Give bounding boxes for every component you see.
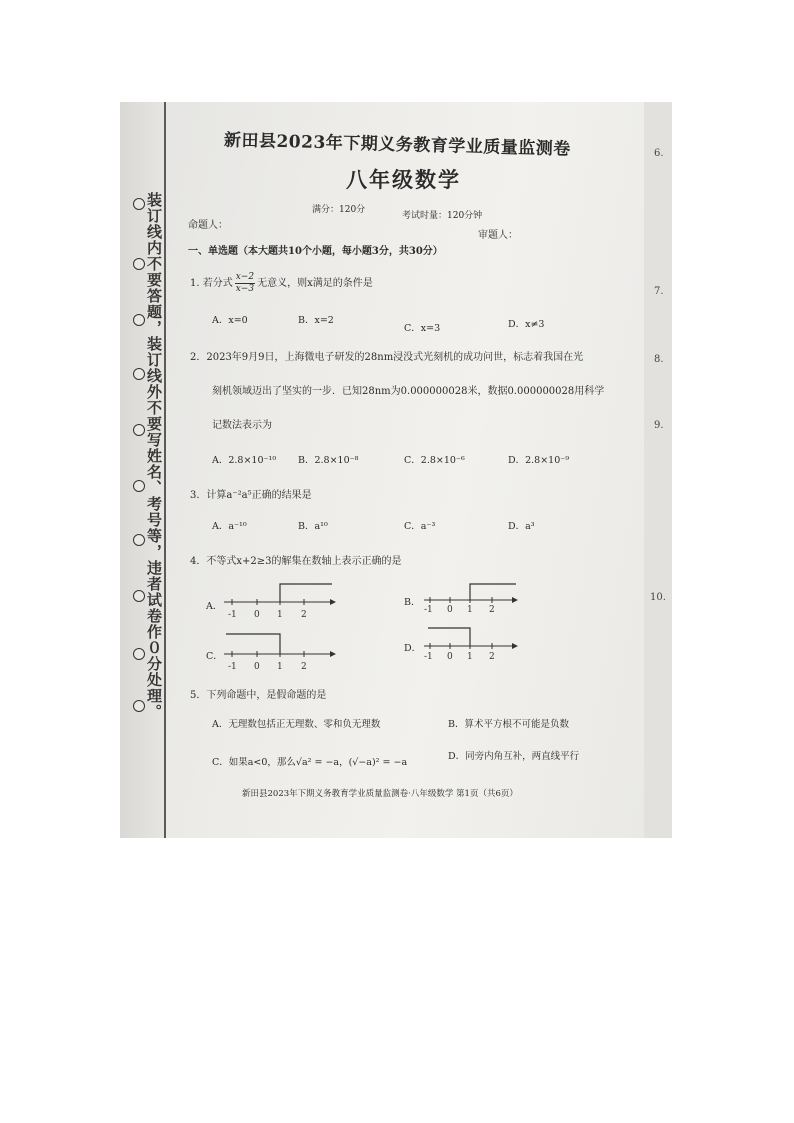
q4-label-a: A．	[206, 601, 223, 612]
tick-label: -1	[228, 662, 237, 672]
q2-option-c: C．2.8×10⁻⁶	[404, 455, 465, 466]
tick-label: 0	[254, 610, 260, 620]
exam-time: 考试时量：120分钟	[402, 211, 483, 221]
q1-option-a: A．x=0	[212, 315, 248, 326]
q1-suffix: 无意义，则x满足的条件是	[257, 278, 373, 289]
tick-label: -1	[424, 652, 433, 662]
q2-option-d: D．2.8×10⁻⁹	[508, 455, 570, 466]
tick-label: 0	[254, 662, 260, 672]
fraction	[235, 272, 255, 295]
section-heading: 一、单选题（本大题共10个小题，每小题3分，共30分）	[188, 246, 443, 257]
tick-label: 2	[489, 605, 495, 615]
tick-label: 2	[301, 610, 307, 620]
margin-number: 6.	[654, 148, 664, 159]
number-line-b	[420, 578, 520, 618]
tick-label: 2	[489, 652, 495, 662]
q5-option-c: C．如果a<0，那么√a² = −a，(√−a)² = −a	[212, 757, 408, 768]
page-footer: 新田县2023年下期义务教育学业质量监测卷·八年级数学 第1页（共6页）	[242, 789, 518, 799]
q5-option-a: A．无理数包括正无理数、零和负无理数	[212, 719, 381, 730]
q3-option-a: A．a⁻¹⁰	[212, 521, 247, 532]
tick-label: 0	[447, 605, 453, 615]
margin-number: 7.	[654, 286, 664, 297]
reviewer-label: 审题人：	[478, 230, 518, 241]
full-score: 满分：120分	[312, 205, 366, 215]
q3-option-d: D．a³	[508, 521, 535, 532]
q2-option-b: B．2.8×10⁻⁸	[298, 455, 359, 466]
tick-label: 1	[467, 652, 473, 662]
fraction-denominator: x−3	[235, 284, 255, 294]
q1-option-d: D．x≠3	[508, 319, 545, 330]
tick-label: 1	[277, 610, 283, 620]
number-line-a	[220, 580, 336, 620]
question-5-stem: 5．下列命题中，是假命题的是	[190, 690, 327, 701]
q4-label-b: B．	[404, 597, 421, 608]
binding-notice: 装订线内不要答题，装订线外不要写姓名、考号等，违者试卷作０分处理。	[145, 192, 163, 720]
next-page-margin	[644, 102, 672, 838]
q5-option-b: B．算术平方根不可能是负数	[448, 719, 569, 730]
exam-title: 新田县2023年下期义务教育学业质量监测卷	[223, 130, 571, 160]
question-2-line-3: 记数法表示为	[212, 420, 272, 431]
q3-option-b: B．a¹⁰	[298, 521, 328, 532]
tick-label: 0	[447, 652, 453, 662]
margin-number: 10.	[650, 592, 666, 603]
q4-label-d: D．	[404, 643, 422, 654]
tick-label: 1	[467, 605, 473, 615]
exam-photo	[120, 102, 672, 838]
number-line-d	[420, 624, 520, 664]
q1-prefix: 1. 若分式	[190, 278, 233, 289]
question-2-line-2: 刻机领域迈出了坚实的一步．已知28nm为0.000000028米，数据0.000000028用科学	[212, 386, 605, 397]
author-label: 命题人：	[188, 220, 228, 231]
q1-option-b: B．x=2	[298, 315, 334, 326]
tick-label: -1	[424, 605, 433, 615]
q1-option-c: C．x=3	[404, 323, 441, 334]
fraction-numerator: x−2	[235, 272, 255, 282]
question-1-stem	[190, 272, 373, 295]
margin-number: 8.	[654, 354, 664, 365]
q3-option-c: C．a⁻³	[404, 521, 436, 532]
question-3-stem: 3．计算a⁻²a⁵正确的结果是	[190, 490, 312, 501]
number-line-c	[220, 630, 336, 672]
q4-label-c: C．	[206, 651, 223, 662]
q5-option-d: D．同旁内角互补，两直线平行	[448, 751, 580, 762]
exam-subtitle: 八年级数学	[346, 167, 461, 192]
tick-label: 1	[277, 662, 283, 672]
q2-option-a: A．2.8×10⁻¹⁰	[212, 455, 277, 466]
question-4-stem: 4．不等式x+2≥3的解集在数轴上表示正确的是	[190, 556, 402, 567]
tick-label: 2	[301, 662, 307, 672]
question-2-line-1: 2．2023年9月9日，上海微电子研发的28nm浸没式光刻机的成功问世，标志着我国在光	[190, 352, 584, 363]
margin-number: 9.	[654, 420, 664, 431]
tick-label: -1	[228, 610, 237, 620]
binding-strip	[120, 102, 166, 838]
